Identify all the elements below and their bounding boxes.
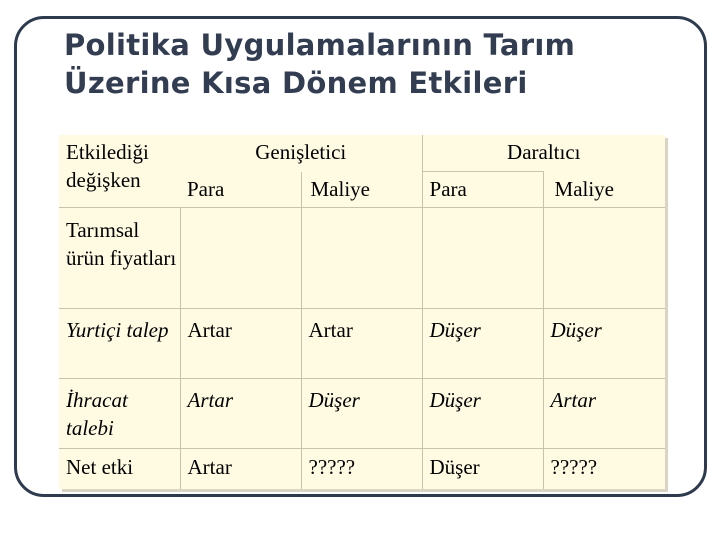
table-cell — [543, 208, 665, 309]
table-cell: Düşer — [422, 449, 543, 490]
group-header-daraltici: Daraltıcı — [422, 135, 665, 172]
table-cell: Artar — [301, 309, 422, 379]
effects-table — [59, 135, 665, 489]
table-cell: Düşer — [301, 379, 422, 449]
group-header-genisletici: Genişletici — [255, 140, 347, 164]
slide-title — [64, 26, 684, 102]
subheader-cell: Para — [422, 172, 543, 208]
table-cell — [422, 208, 543, 309]
table-row — [59, 309, 665, 379]
row-label: Net etki — [59, 449, 180, 490]
table-row — [59, 379, 665, 449]
subheader-cell: Maliye — [543, 172, 665, 208]
table-cell — [180, 208, 301, 309]
row-label: Tarımsal ürün fiyatları — [59, 208, 180, 309]
table-cell: Artar — [180, 309, 301, 379]
table-row — [59, 449, 665, 490]
table-cell: ????? — [301, 449, 422, 490]
subheader-cell: Para — [187, 176, 225, 201]
table-cell: Artar — [543, 379, 665, 449]
subheader-cell: Maliye — [301, 172, 422, 208]
table-cell: Artar — [180, 449, 301, 490]
table-cell: Düşer — [422, 309, 543, 379]
table-cell: Düşer — [543, 309, 665, 379]
table-cell: Düşer — [422, 379, 543, 449]
table-cell — [301, 208, 422, 309]
table-cell: ????? — [543, 449, 665, 490]
row-label: Yurtiçi talep — [59, 309, 180, 379]
title-line-1: Politika Uygulamalarının Tarım — [64, 28, 576, 62]
corner-header: Etkilediği değişken — [66, 140, 149, 192]
table-row — [59, 208, 665, 309]
row-label: İhracat talebi — [59, 379, 180, 449]
title-line-2: Üzerine Kısa Dönem Etkileri — [64, 66, 528, 100]
table-cell: Artar — [180, 379, 301, 449]
table-header-row — [59, 135, 665, 172]
